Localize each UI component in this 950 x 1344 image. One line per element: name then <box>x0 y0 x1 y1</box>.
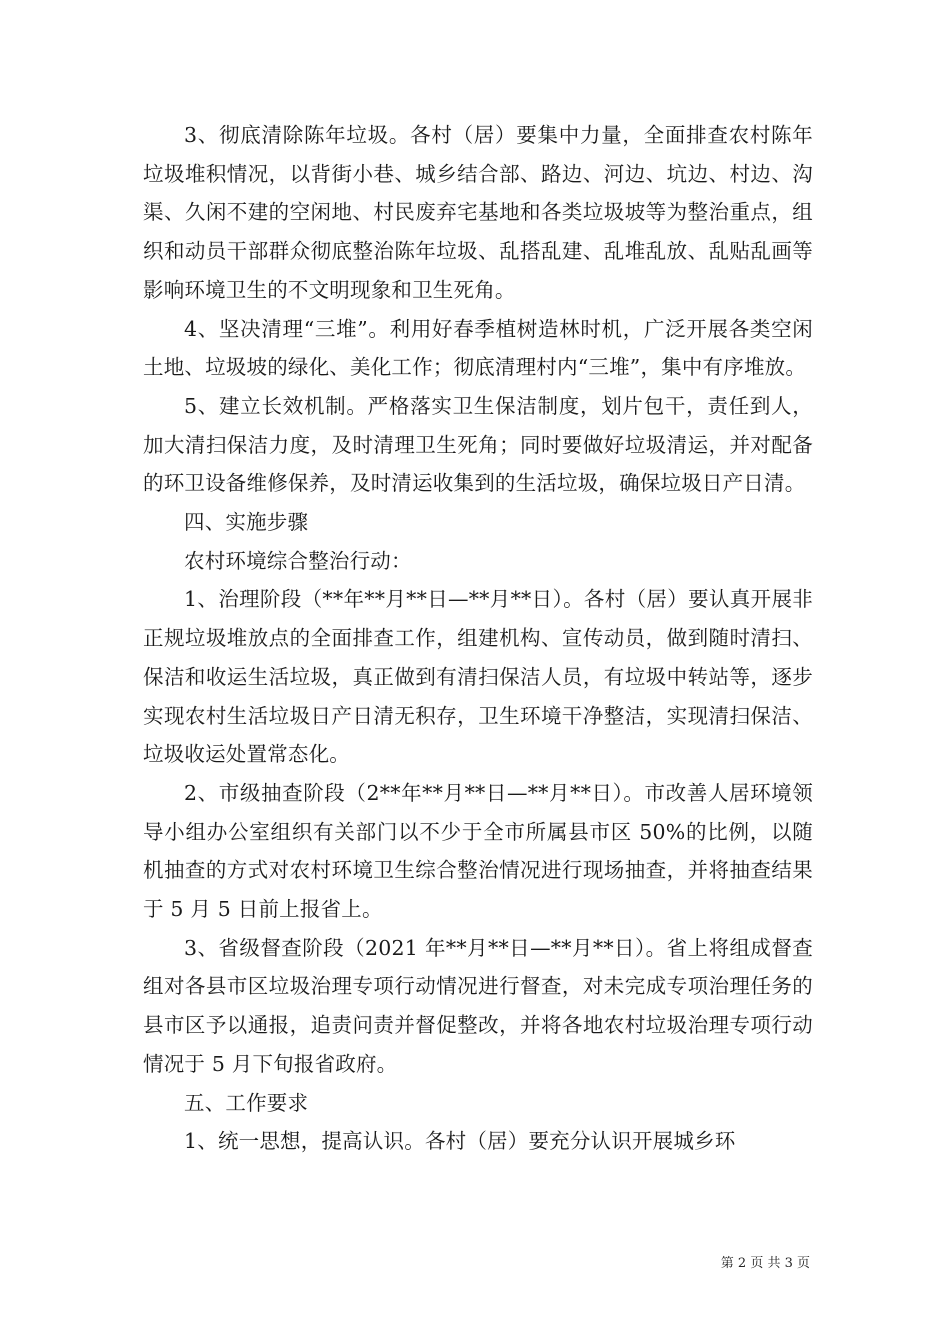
document-body <box>143 116 813 1161</box>
section-heading-implementation-steps: 四、实施步骤 <box>184 510 309 535</box>
paragraph-clear-old-garbage: 3、彻底清除陈年垃圾。各村（居）要集中力量，全面排查农村陈年垃圾堆积情况，以背街小巷、城乡结合部、路边、河边、坑边、村边、沟渠、久闲不建的空闲地、村民废弃宅基地和各类垃圾坡等为整治重点，组织和动员干部群众彻底整治陈年垃圾、乱搭乱建、乱堆乱放、乱贴乱画等影响环境卫生的不文明现象和卫生死角。 <box>143 123 813 302</box>
paragraph-rural-action: 农村环境综合整治行动： <box>184 548 412 573</box>
paragraph-long-term-mechanism: 5、建立长效机制。严格落实卫生保洁制度，划片包干，责任到人，加大清扫保洁力度，及时清理卫生死角；同时要做好垃圾清运，并对配备的环卫设备维修保养，及时清运收集到的生活垃圾，确保垃圾日产日清。 <box>143 393 813 496</box>
paragraph-clean-three-piles: 4、坚决清理“三堆”。利用好春季植树造林时机，广泛开展各类空闲土地、垃圾坡的绿化、美化工作；彻底清理村内“三堆”，集中有序堆放。 <box>143 316 813 380</box>
paragraph-city-inspection-stage: 2、市级抽查阶段（2**年**月**日—**月**日）。市改善人居环境领导小组办公室组织有关部门以不少于全市所属县市区 50%的比例，以随机抽查的方式对农村环境卫生综合整治情况进行现场抽查，并将抽查结果于 5 月 5 日前上报省上。 <box>143 780 813 922</box>
paragraph-governance-stage: 1、治理阶段（**年**月**日—**月**日）。各村（居）要认真开展非正规垃圾堆放点的全面排查工作，组建机构、宣传动员，做到随时清扫、保洁和收运生活垃圾，真正做到有清扫保洁人员，有垃圾中转站等，逐步实现农村生活垃圾日产日清无积存，卫生环境干净整洁，实现清扫保洁、垃圾收运处置常态化。 <box>143 587 813 767</box>
paragraph-unify-thinking: 1、统一思想，提高认识。各村（居）要充分认识开展城乡环 <box>184 1129 736 1154</box>
page-number-footer: 第 2 页 共 3 页 <box>720 1256 810 1271</box>
section-heading-work-requirements: 五、工作要求 <box>184 1090 309 1115</box>
paragraph-province-supervision-stage: 3、省级督查阶段（2021 年**月**日—**月**日）。省上将组成督查组对各县市区垃圾治理专项行动情况进行督查，对未完成专项治理任务的县市区予以通报，追责问责并督促整改，并将各地农村垃圾治理专项行动情况于 5 月下旬报省政府。 <box>143 935 813 1076</box>
